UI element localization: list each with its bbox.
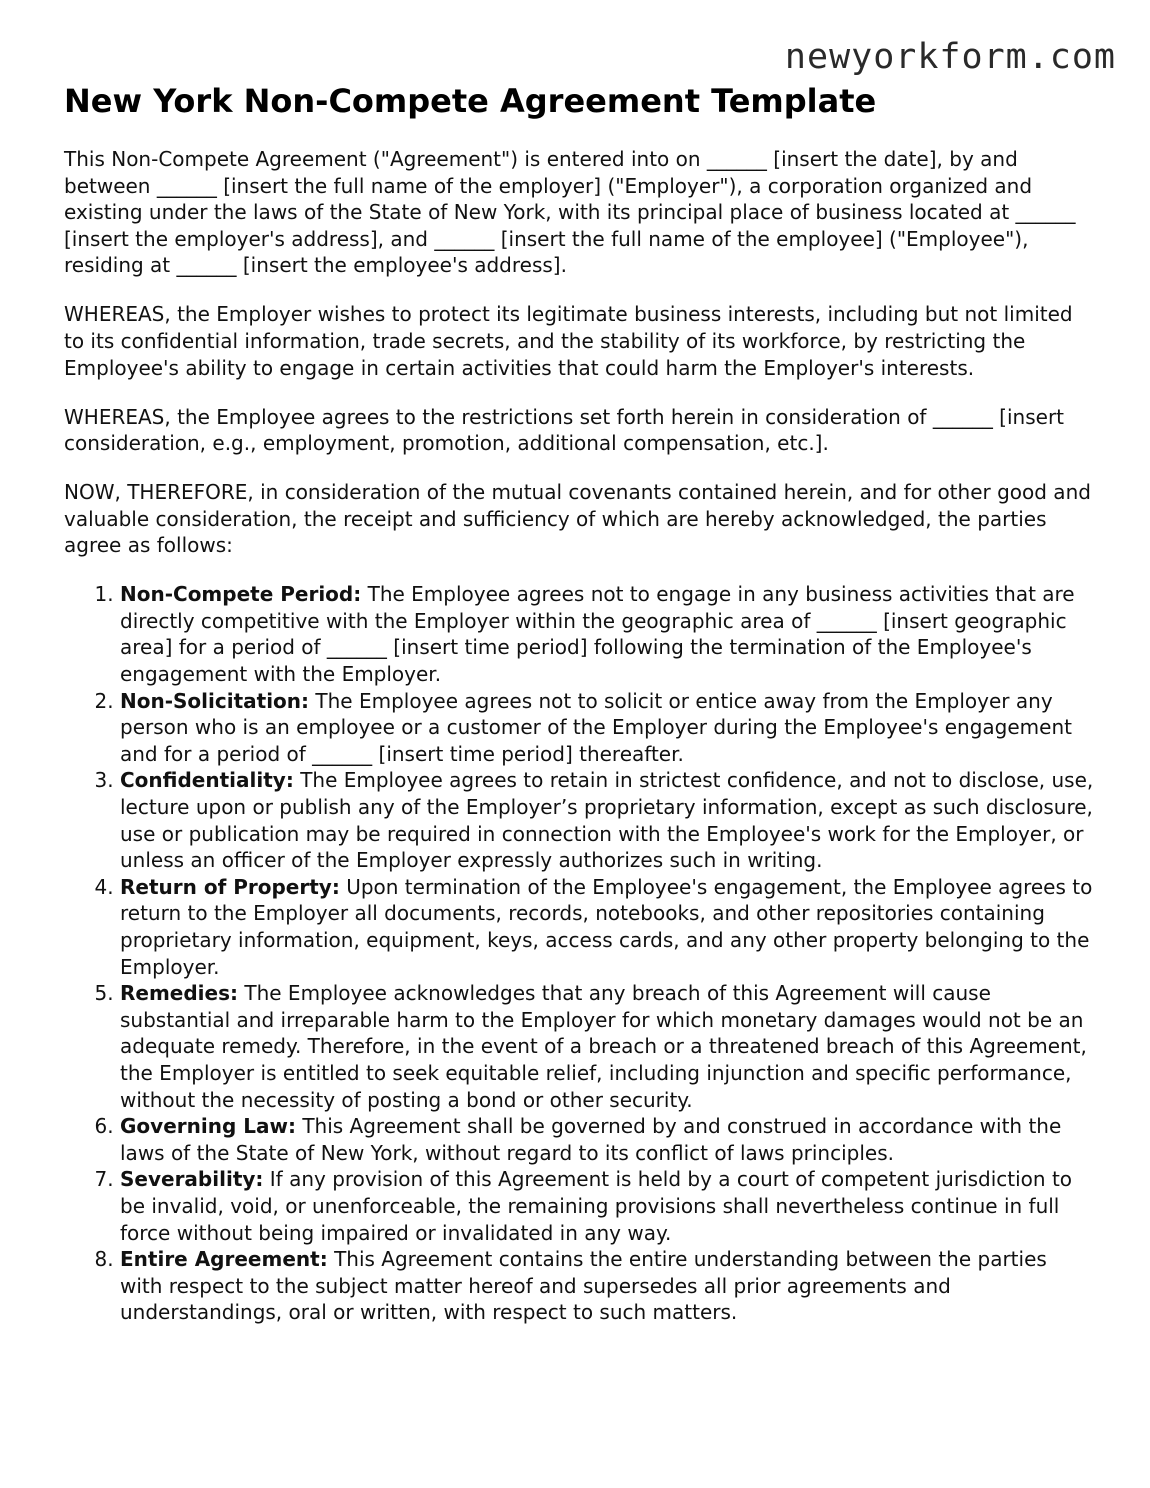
term-non-compete-period	[120, 581, 1094, 687]
page-title: New York Non-Compete Agreement Template	[64, 82, 877, 120]
term-heading: Confidentiality:	[120, 768, 294, 793]
whereas-paragraph-protection: WHEREAS, the Employer wishes to protect its legitimate business interests, including but not limited to its confidential information, trade secrets, and the stability of its workforce, by restricting the Employee's ability to engage in certain activities that could harm the Employer's interests.	[64, 302, 1073, 380]
term-remedies	[120, 980, 1094, 1113]
term-heading: Severability:	[120, 1167, 264, 1192]
term-heading: Entire Agreement:	[120, 1247, 328, 1272]
term-non-solicitation	[120, 688, 1094, 768]
term-text: The Employee acknowledges that any breach of this Agreement will cause substantial and irreparable harm to the Employer for which monetary damages would not be an adequate remedy. Therefore, in the event of a breach or a threatened breach of this Agreement, the Employer is entitled to seek equitable relief, including injunction and specific performance, without the necessity of posting a bond or other security.	[120, 981, 1087, 1112]
site-brand-watermark: newyorkform.com	[784, 37, 1116, 77]
term-text: If any provision of this Agreement is held by a court of competent jurisdiction to be invalid, void, or unenforceable, the remaining provisions shall nevertheless continue in full force without being impaired or invalidated in any way.	[120, 1167, 1073, 1245]
term-text: Upon termination of the Employee's engagement, the Employee agrees to return to the Employer all documents, records, notebooks, and other repositories containing proprietary information, equipment, keys, access cards, and any other property belonging to the Employer.	[120, 874, 1093, 979]
term-return-of-property	[120, 874, 1094, 980]
term-text: This Agreement shall be governed by and construed in accordance with the laws of the State of New York, without regard to its conflict of laws principles.	[120, 1114, 1062, 1165]
term-heading: Return of Property:	[120, 874, 340, 899]
term-text: The Employee agrees not to engage in any business activities that are directly competitive with the Employer within the geographic area of ______ [insert geographic area] for a period of ______ [insert time period] following the termination of the Employee's engagement with the Employer.	[120, 582, 1075, 687]
term-confidentiality	[120, 767, 1094, 873]
term-text: The Employee agrees to retain in strictest confidence, and not to disclose, use, lecture upon or publish any of the Employer’s proprietary information, except as such disclosure, use or publication may be required in connection with the Employee's work for the Employer, or unless an officer of the Employer expressly authorizes such in writing.	[120, 768, 1094, 873]
term-heading: Governing Law:	[120, 1114, 296, 1139]
term-heading: Non-Solicitation:	[120, 688, 310, 713]
term-governing-law	[120, 1113, 1094, 1166]
term-text: The Employee agrees not to solicit or entice away from the Employer any person who is an employee or a customer of the Employer during the Employee's engagement and for a period of ______ [insert time period] thereafter.	[120, 688, 1072, 766]
term-text: This Agreement contains the entire understanding between the parties with respect to the subject matter hereof and supersedes all prior agreements and understandings, oral or written, with respect to such matters.	[120, 1247, 1047, 1325]
terms-list	[64, 581, 1094, 1326]
term-heading: Remedies:	[120, 981, 239, 1006]
term-severability	[120, 1166, 1094, 1246]
term-heading: Non-Compete Period:	[120, 582, 362, 607]
document-body	[64, 146, 1094, 1326]
intro-paragraph-parties: This Non-Compete Agreement ("Agreement") is entered into on ______ [insert the date], by and between ______ [insert the full name of the employer] ("Employer"), a corporation organized and existing under the laws of the State of New York, with its principal place of business located at ______ [insert the employer's address], and ______ [insert the full name of the employee] ("Employee"), residing at ______ [insert the employee's address].	[64, 147, 1076, 278]
term-entire-agreement	[120, 1246, 1094, 1326]
whereas-paragraph-consideration: WHEREAS, the Employee agrees to the restrictions set forth herein in consideration of ______ [insert consideration, e.g., employment, promotion, additional compensation, etc.].	[64, 404, 1065, 456]
now-therefore-paragraph: NOW, THEREFORE, in consideration of the mutual covenants contained herein, and for other good and valuable consideration, the receipt and sufficiency of which are hereby acknowledged, the parties agree as follows:	[64, 480, 1091, 558]
